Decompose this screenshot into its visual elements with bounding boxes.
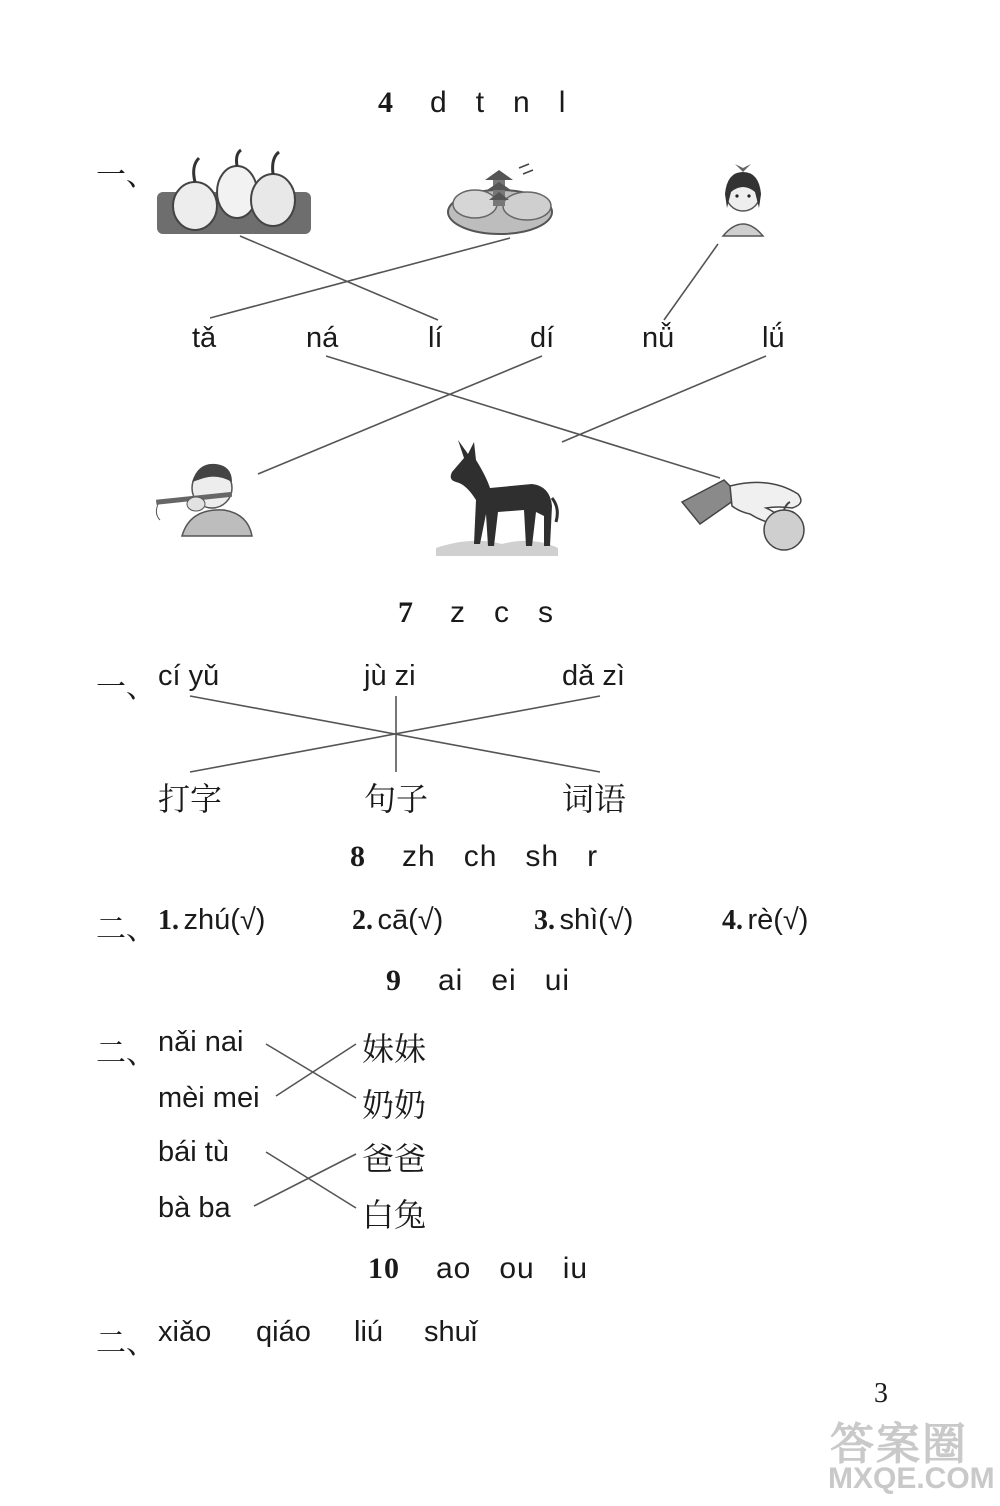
pinyin-bai-tu: bái tù (158, 1136, 229, 1168)
match-line (562, 356, 766, 442)
answer-text: cā(√) (377, 904, 444, 936)
pinyin-nu: nǚ (642, 322, 675, 354)
phoneme: zh (402, 840, 436, 873)
pinyin-nai-nai: nǎi nai (158, 1026, 244, 1058)
phoneme: ou (499, 1252, 535, 1285)
page-number: 3 (874, 1378, 888, 1409)
answer-text: rè(√) (747, 904, 809, 936)
pinyin-liu: liú (354, 1316, 384, 1348)
section-number: 9 (386, 964, 402, 997)
answer-text: shì(√) (559, 904, 634, 936)
pinyin-ba-ba: bà ba (158, 1192, 231, 1224)
pinyin-na: ná (306, 322, 339, 354)
word-ba-ba: 爸爸 (362, 1140, 427, 1178)
question-marker: 二、 (96, 1326, 156, 1361)
phoneme: t (475, 86, 486, 119)
match-line (258, 356, 542, 474)
answer-number: 1. (158, 905, 179, 936)
match-line (240, 236, 438, 320)
phoneme: sh (525, 840, 560, 873)
pinyin-ta: tǎ (192, 322, 217, 354)
phoneme: r (587, 840, 599, 873)
phoneme: ui (544, 964, 571, 997)
phoneme: ao (436, 1252, 472, 1285)
pinyin-shui: shuǐ (424, 1316, 478, 1348)
section-number: 7 (398, 596, 414, 629)
pinyin-xiao: xiǎo (158, 1316, 212, 1348)
pinyin-di: dí (530, 322, 555, 354)
phoneme: n (513, 86, 531, 119)
answer-number: 2. (352, 905, 373, 936)
pinyin-li: lí (428, 322, 443, 354)
pinyin-mei-mei: mèi mei (158, 1082, 260, 1114)
pinyin-ci-yu: cí yǔ (158, 660, 220, 692)
match-line (664, 244, 718, 320)
phoneme: l (558, 86, 567, 119)
watermark-logo: 答案圈 (830, 1420, 968, 1469)
question-marker: 一、 (96, 158, 156, 193)
pinyin-ju-zi: jù zi (364, 660, 416, 692)
phoneme: c (494, 596, 510, 629)
phoneme: z (450, 596, 466, 629)
word-bai-tu: 白兔 (362, 1196, 427, 1234)
phoneme: ei (491, 964, 517, 997)
section-number: 8 (350, 840, 366, 873)
match-line (326, 356, 720, 478)
question-marker: 二、 (96, 912, 156, 947)
answer-number: 4. (722, 905, 743, 936)
phoneme: d (430, 86, 448, 119)
word-mei-mei: 妹妹 (362, 1030, 427, 1068)
watermark-url: MXQE.COM (828, 1462, 995, 1495)
section-number: 10 (368, 1252, 400, 1285)
word-ju-zi: 句子 (364, 780, 429, 818)
pinyin-qiao: qiáo (256, 1316, 311, 1348)
word-ci-yu: 词语 (562, 780, 627, 818)
match-line (210, 238, 510, 318)
phoneme: iu (562, 1252, 589, 1285)
word-nai-nai: 奶奶 (362, 1086, 427, 1124)
pinyin-lu: lǘ (762, 322, 785, 354)
section-number: 4 (378, 86, 394, 119)
phoneme: ai (438, 964, 464, 997)
question-marker: 二、 (96, 1036, 156, 1071)
phoneme: ch (463, 840, 498, 873)
phoneme: s (538, 596, 554, 629)
question-marker: 一、 (96, 670, 156, 705)
match-line (276, 1044, 356, 1096)
word-da-zi: 打字 (158, 780, 223, 818)
answer-number: 3. (534, 905, 555, 936)
pinyin-da-zi: dǎ zì (562, 660, 625, 692)
answer-text: zhú(√) (183, 904, 266, 936)
